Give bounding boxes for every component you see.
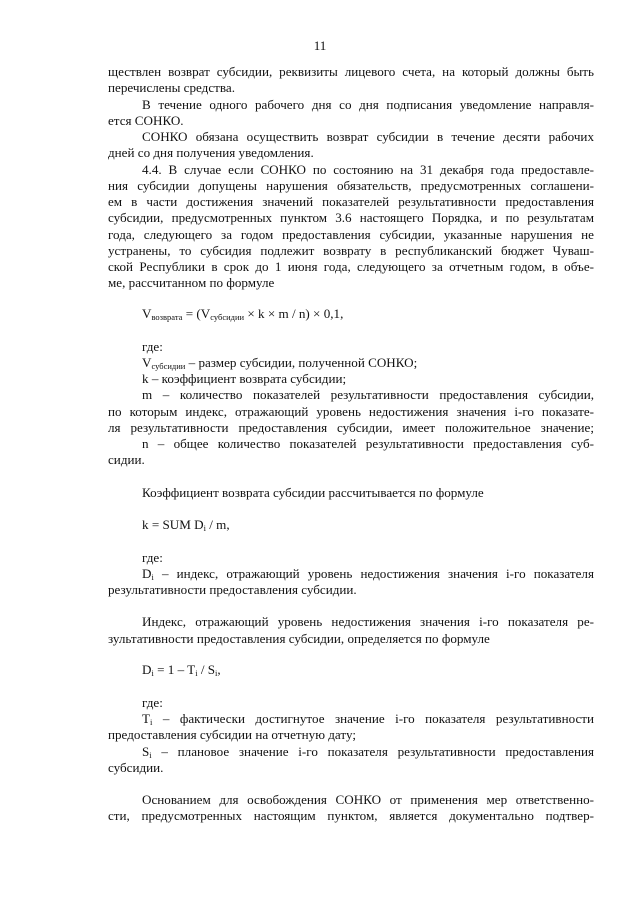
text-line: дней со дня получения уведомления.	[108, 145, 314, 160]
definition-d: $D_i$ – индекс, отражающий уровень недостижения значения i-го показателя	[142, 566, 594, 582]
definition-t: $T_i$ – фактически достигнутое значение i-го показателя результативности	[142, 711, 594, 727]
text-line: ской Республики в срок до 1 июня года, следующего за отчетным годом, в объе-	[108, 259, 594, 274]
text-line: результативности предоставления субсидии.	[108, 582, 357, 597]
text-line: Основанием для освобождения СОНКО от применения мер ответственно-	[142, 792, 594, 807]
definition-n: n – общее количество показателей результативности предоставления суб-	[142, 436, 594, 451]
page-number: 11	[313, 38, 327, 53]
text-line: ме, рассчитанном по формуле	[108, 275, 275, 290]
text-line: 4.4. В случае если СОНКО по состоянию на 31 декабря года предоставле-	[142, 162, 594, 177]
text-line: ния субсидии допущены нарушения обязательств, предусмотренных соглашени-	[108, 178, 594, 193]
formula-index: $D_i = 1 - T_i / S_i$,	[142, 662, 221, 678]
text-line: ля результативности предоставления субсидии, имеет положительное значение;	[108, 420, 594, 435]
where-label: где:	[142, 550, 163, 565]
formula-refund: $V_{возврата} = (V_{субсидии} \times k \times m / n) \times 0,1$,	[142, 306, 344, 322]
text-line: предоставления субсидии на отчетную дату;	[108, 727, 356, 742]
where-label: где:	[142, 695, 163, 710]
text-line: ществлен возврат субсидии, реквизиты лицевого счета, на который должны быть	[108, 64, 594, 79]
index-intro: Индекс, отражающий уровень недостижения значения i-го показателя ре-	[142, 614, 594, 629]
definition-m: m – количество показателей результативности предоставления субсидии,	[142, 387, 594, 402]
definition-v: $V_{субсидии}$ – размер субсидии, полученной СОНКО;	[142, 355, 418, 371]
text-line: зультативности предоставления субсидии, определяется по формуле	[108, 631, 490, 646]
coefficient-intro: Коэффициент возврата субсидии рассчитывается по формуле	[142, 485, 484, 500]
text-line: года, следующего за годом предоставления субсидии, указанные нарушения не	[108, 227, 594, 242]
text-line: ется СОНКО.	[108, 113, 184, 128]
text-line: ем в части достижения значений показателей результативности предоставления	[108, 194, 594, 209]
text-line: сидии.	[108, 452, 145, 467]
where-label: где:	[142, 339, 163, 354]
text-line: субсидии, предусмотренных пунктом 3.6 настоящего Порядка, и по результатам	[108, 210, 594, 225]
text-line: перечислены средства.	[108, 80, 235, 95]
text-line: СОНКО обязана осуществить возврат субсидии в течение десяти рабочих	[142, 129, 594, 144]
definition-s: $S_i$ – плановое значение i-го показателя результативности предоставления	[142, 744, 594, 760]
text-line: сти, предусмотренных настоящим пунктом, является документально подтвер-	[108, 808, 594, 823]
formula-coefficient: k = SUM $D_i$ / m,	[142, 517, 230, 533]
definition-k: k – коэффициент возврата субсидии;	[142, 371, 347, 386]
text-line: субсидии.	[108, 760, 164, 775]
text-line: по которым индекс, отражающий уровень недостижения значения i-го показате-	[108, 404, 594, 419]
text-line: устранены, то субсидия подлежит возврату в республиканский бюджет Чуваш-	[108, 243, 594, 258]
text-line: В течение одного рабочего дня со дня подписания уведомление направля-	[142, 97, 594, 112]
